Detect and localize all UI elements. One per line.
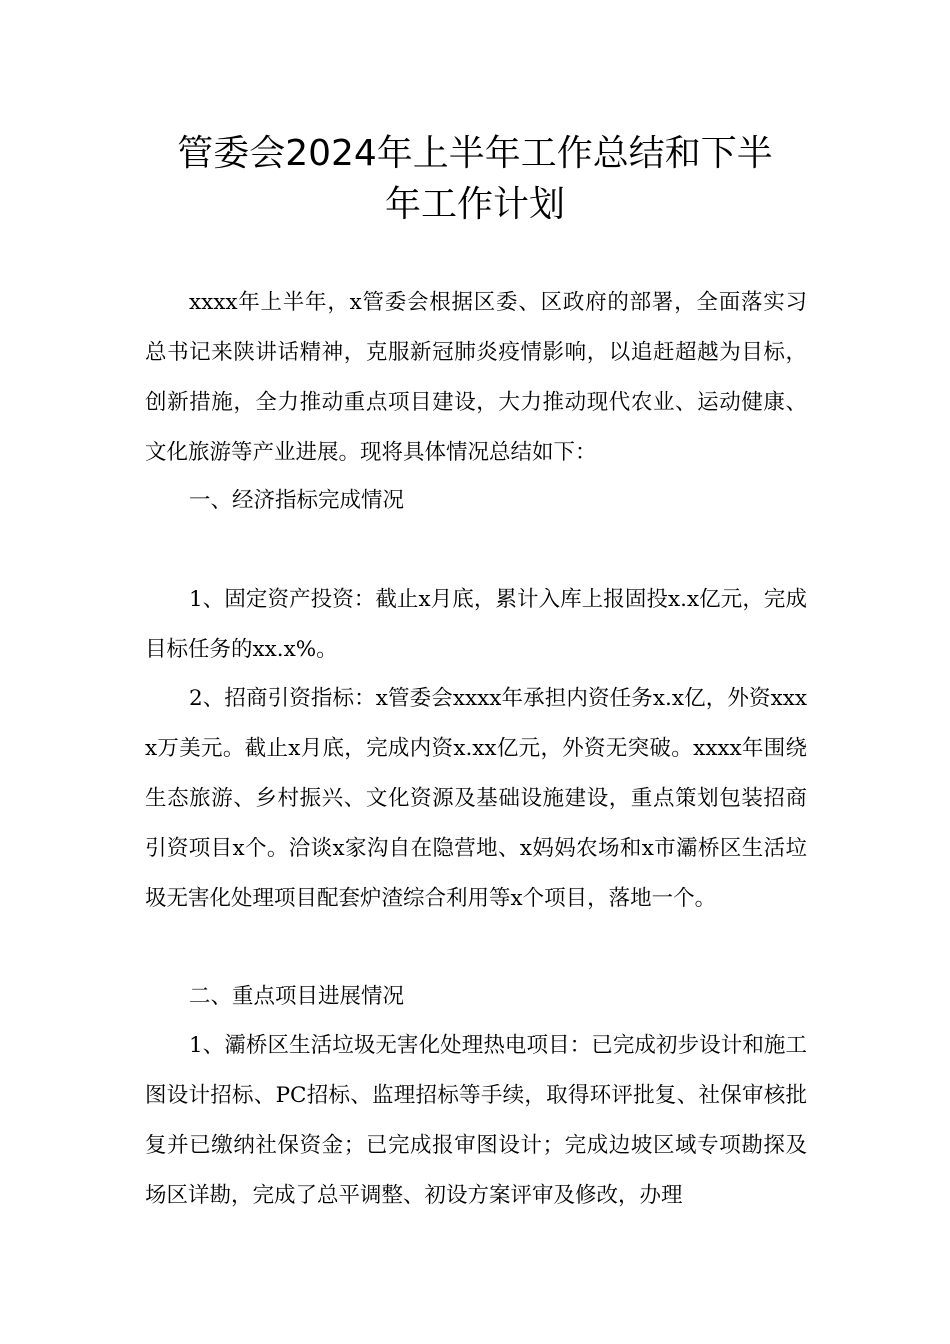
intro-paragraph: xxxx年上半年，x管委会根据区委、区政府的部署，全面落实习总书记来陕讲话精神，克服新冠肺炎疫情影响，以追赶超越为目标，创新措施，全力推动重点项目建设，大力推动现代农业、运动健康、文化旅游等产业进展。现将具体情况总结如下： — [145, 290, 807, 465]
paragraph-waste-power-project: 1、灞桥区生活垃圾无害化处理热电项目：已完成初步设计和施工图设计招标、PC招标、监理招标等手续，取得环评批复、社保审核批复并已缴纳社保资金；已完成报审图设计；完成边坡区域专项勘探及场区详勘，完成了总平调整、初设方案评审及修改，办理 — [145, 1033, 807, 1208]
title-line-2: 年工作计划 — [384, 184, 565, 225]
title-line-1: 管委会2024年上半年工作总结和下半 — [177, 133, 773, 174]
document-title — [140, 128, 810, 230]
section-heading-economic-indicators: 一、经济指标完成情况 — [189, 488, 405, 513]
paragraph-fixed-asset-investment: 1、固定资产投资：截止x月底，累计入库上报固投x.x亿元，完成目标任务的xx.x%。 — [145, 587, 807, 662]
paragraph-investment-attraction: 2、招商引资指标：x管委会xxxx年承担内资任务x.x亿，外资xxxx万美元。截止x月底，完成内资x.xx亿元，外资无突破。xxxx年围绕生态旅游、乡村振兴、文化资源及基础设施建设，重点策划包装招商引资项目x个。洽谈x家沟自在隐营地、x妈妈农场和x市灞桥区生活垃圾无害化处理项目配套炉渣综合利用等x个项目，落地一个。 — [145, 686, 807, 911]
section-heading-key-projects: 二、重点项目进展情况 — [189, 984, 405, 1009]
